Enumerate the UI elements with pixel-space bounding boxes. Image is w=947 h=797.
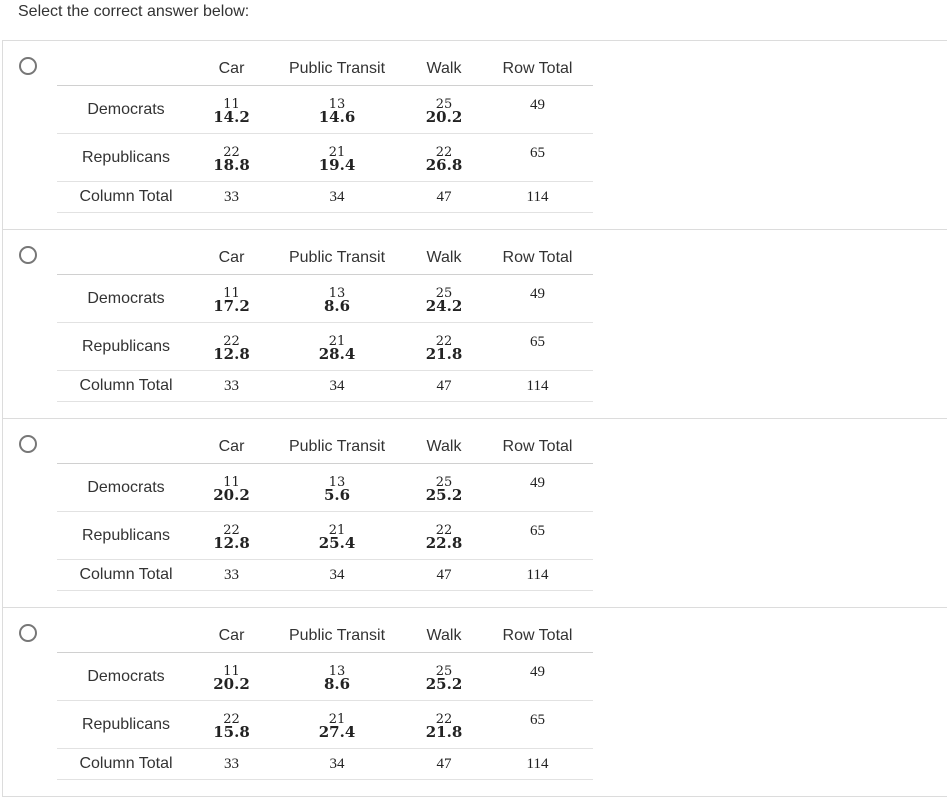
column-total-public-transit: 34 [268, 560, 406, 591]
column-total-grand: 114 [482, 182, 593, 213]
column-total-car: 33 [195, 371, 268, 402]
cell-democrats-car [195, 653, 268, 701]
row-label-republicans: Republicans [57, 701, 195, 749]
radio-button[interactable] [19, 57, 37, 75]
header-row-total: Row Total [482, 431, 593, 464]
observed-value: 21 [328, 334, 346, 349]
cell-republicans-walk [406, 134, 482, 182]
row-total-value: 65 [530, 712, 545, 728]
cell-republicans-row-total [482, 512, 593, 560]
observed-value: 13 [328, 664, 346, 679]
contingency-table [57, 242, 593, 402]
column-total-walk: 47 [406, 371, 482, 402]
cell-democrats-walk [406, 275, 482, 323]
expected-value: 18.8 [213, 156, 250, 174]
row-total-value: 49 [530, 664, 545, 680]
row-democrats [57, 653, 593, 701]
radio-button[interactable] [19, 624, 37, 642]
row-label-republicans: Republicans [57, 323, 195, 371]
observed-value: 22 [223, 712, 240, 727]
header-public-transit: Public Transit [268, 53, 406, 86]
expected-value: 17.2 [213, 297, 250, 315]
column-total-walk: 47 [406, 560, 482, 591]
cell-democrats-row-total [482, 653, 593, 701]
observed-value: 22 [435, 523, 453, 538]
expected-value: 25.2 [425, 486, 463, 504]
header-row [57, 242, 593, 275]
observed-value: 25 [435, 664, 453, 679]
expected-value: 21.8 [425, 723, 463, 741]
cell-democrats-row-total [482, 464, 593, 512]
cell-republicans-walk [406, 512, 482, 560]
cell-republicans-public-transit [268, 512, 406, 560]
expected-value: 26.8 [425, 156, 463, 174]
row-total-value: 49 [530, 97, 545, 113]
answer-option-4[interactable] [2, 608, 947, 797]
row-republicans [57, 323, 593, 371]
contingency-table [57, 53, 593, 213]
expected-value: 12.8 [213, 534, 250, 552]
cell-republicans-walk [406, 701, 482, 749]
row-label-column-total: Column Total [57, 182, 195, 213]
row-label-column-total: Column Total [57, 749, 195, 780]
row-column-total [57, 182, 593, 213]
row-label-column-total: Column Total [57, 560, 195, 591]
header-blank [57, 431, 195, 464]
observed-value: 22 [223, 334, 240, 349]
cell-republicans-car [195, 701, 268, 749]
observed-value: 13 [328, 286, 346, 301]
cell-republicans-car [195, 134, 268, 182]
row-column-total [57, 560, 593, 591]
radio-button[interactable] [19, 435, 37, 453]
header-row-total: Row Total [482, 53, 593, 86]
expected-value: 8.6 [323, 675, 351, 693]
expected-value: 14.2 [213, 108, 250, 126]
row-republicans [57, 512, 593, 560]
header-walk: Walk [406, 431, 482, 464]
expected-value: 25.4 [318, 534, 356, 552]
header-car: Car [195, 242, 268, 275]
row-total-value: 49 [530, 475, 545, 491]
column-total-grand: 114 [482, 560, 593, 591]
observed-value: 22 [435, 712, 453, 727]
expected-value: 20.2 [213, 675, 250, 693]
cell-democrats-car [195, 464, 268, 512]
row-democrats [57, 464, 593, 512]
cell-republicans-row-total [482, 323, 593, 371]
expected-value: 24.2 [425, 297, 463, 315]
header-blank [57, 53, 195, 86]
cell-democrats-car [195, 275, 268, 323]
cell-democrats-walk [406, 464, 482, 512]
expected-value: 20.2 [213, 486, 250, 504]
answer-option-2[interactable] [2, 230, 947, 419]
cell-democrats-walk [406, 86, 482, 134]
observed-value: 21 [328, 523, 346, 538]
row-label-democrats: Democrats [57, 653, 195, 701]
header-row [57, 431, 593, 464]
row-label-democrats: Democrats [57, 86, 195, 134]
question-prompt: Select the correct answer below: [18, 3, 250, 20]
answer-option-1[interactable] [2, 41, 947, 230]
header-public-transit: Public Transit [268, 431, 406, 464]
cell-republicans-car [195, 512, 268, 560]
expected-value: 25.2 [425, 675, 463, 693]
observed-value: 25 [435, 97, 453, 112]
header-row [57, 620, 593, 653]
expected-value: 22.8 [425, 534, 463, 552]
row-column-total [57, 371, 593, 402]
observed-value: 22 [435, 334, 453, 349]
header-public-transit: Public Transit [268, 242, 406, 275]
observed-value: 25 [435, 286, 453, 301]
cell-republicans-public-transit [268, 134, 406, 182]
expected-value: 27.4 [318, 723, 356, 741]
observed-value: 11 [223, 664, 240, 679]
observed-value: 21 [328, 712, 346, 727]
row-label-democrats: Democrats [57, 275, 195, 323]
header-blank [57, 620, 195, 653]
header-public-transit: Public Transit [268, 620, 406, 653]
expected-value: 21.8 [425, 345, 463, 363]
cell-democrats-public-transit [268, 653, 406, 701]
header-car: Car [195, 53, 268, 86]
expected-value: 28.4 [318, 345, 356, 363]
row-democrats [57, 275, 593, 323]
row-label-column-total: Column Total [57, 371, 195, 402]
cell-republicans-walk [406, 323, 482, 371]
observed-value: 11 [223, 97, 240, 112]
header-car: Car [195, 620, 268, 653]
column-total-grand: 114 [482, 371, 593, 402]
column-total-public-transit: 34 [268, 371, 406, 402]
column-total-car: 33 [195, 560, 268, 591]
header-blank [57, 242, 195, 275]
cell-democrats-public-transit [268, 275, 406, 323]
cell-republicans-row-total [482, 134, 593, 182]
row-label-republicans: Republicans [57, 512, 195, 560]
row-total-value: 65 [530, 145, 545, 161]
header-walk: Walk [406, 620, 482, 653]
observed-value: 11 [223, 286, 240, 301]
expected-value: 19.4 [318, 156, 356, 174]
observed-value: 11 [223, 475, 240, 490]
header-row [57, 53, 593, 86]
header-row-total: Row Total [482, 620, 593, 653]
row-total-value: 65 [530, 523, 545, 539]
column-total-walk: 47 [406, 182, 482, 213]
header-row-total: Row Total [482, 242, 593, 275]
expected-value: 14.6 [318, 108, 356, 126]
row-label-democrats: Democrats [57, 464, 195, 512]
expected-value: 5.6 [323, 486, 351, 504]
cell-democrats-car [195, 86, 268, 134]
observed-value: 13 [328, 97, 346, 112]
header-walk: Walk [406, 242, 482, 275]
row-democrats [57, 86, 593, 134]
column-total-walk: 47 [406, 749, 482, 780]
column-total-car: 33 [195, 749, 268, 780]
cell-republicans-public-transit [268, 323, 406, 371]
row-label-republicans: Republicans [57, 134, 195, 182]
cell-democrats-row-total [482, 275, 593, 323]
header-car: Car [195, 431, 268, 464]
observed-value: 25 [435, 475, 453, 490]
expected-value: 12.8 [213, 345, 250, 363]
radio-button[interactable] [19, 246, 37, 264]
row-republicans [57, 701, 593, 749]
expected-value: 15.8 [213, 723, 250, 741]
column-total-public-transit: 34 [268, 749, 406, 780]
cell-republicans-public-transit [268, 701, 406, 749]
expected-value: 8.6 [323, 297, 351, 315]
answer-option-3[interactable] [2, 419, 947, 608]
column-total-grand: 114 [482, 749, 593, 780]
observed-value: 21 [328, 145, 346, 160]
expected-value: 20.2 [425, 108, 463, 126]
header-walk: Walk [406, 53, 482, 86]
observed-value: 22 [223, 145, 240, 160]
row-column-total [57, 749, 593, 780]
observed-value: 22 [435, 145, 453, 160]
contingency-table [57, 431, 593, 591]
observed-value: 13 [328, 475, 346, 490]
cell-democrats-public-transit [268, 464, 406, 512]
column-total-public-transit: 34 [268, 182, 406, 213]
cell-democrats-public-transit [268, 86, 406, 134]
cell-democrats-walk [406, 653, 482, 701]
observed-value: 22 [223, 523, 240, 538]
cell-republicans-row-total [482, 701, 593, 749]
cell-republicans-car [195, 323, 268, 371]
row-total-value: 49 [530, 286, 545, 302]
contingency-table [57, 620, 593, 780]
row-republicans [57, 134, 593, 182]
row-total-value: 65 [530, 334, 545, 350]
cell-democrats-row-total [482, 86, 593, 134]
column-total-car: 33 [195, 182, 268, 213]
